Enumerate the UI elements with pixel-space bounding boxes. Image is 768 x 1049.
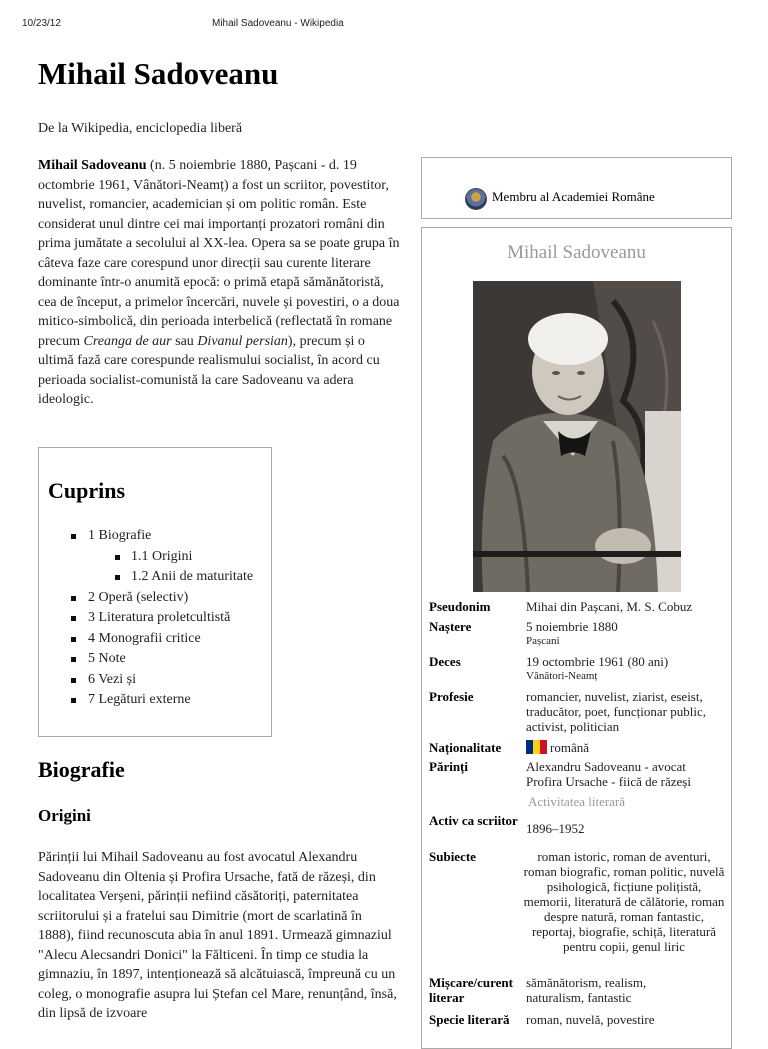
toc-list	[39, 526, 269, 711]
label-miscare: Mișcare/curent literar	[429, 975, 513, 1005]
intro-link-creanga[interactable]: Creanga de aur	[83, 333, 172, 349]
bullet-icon	[71, 596, 76, 601]
intro-subject: Mihail Sadoveanu	[38, 158, 147, 173]
label-pseudonim: Pseudonim	[429, 599, 491, 614]
parinte-mama: Profira Ursache - fiică de răzeși	[526, 774, 691, 789]
tagline: De la Wikipedia, enciclopedia liberă	[38, 121, 243, 136]
academy-link[interactable]: Membru al Academiei Române	[492, 189, 655, 204]
label-nastere: Naștere	[429, 619, 472, 634]
deces-place[interactable]: Vânători-Neamț	[526, 670, 598, 682]
toc-item[interactable]	[39, 649, 269, 670]
print-date: 10/23/12	[22, 18, 61, 29]
intro-text-2: sau	[171, 333, 198, 349]
origini-paragraph: Părinții lui Mihail Sadoveanu au fost avocatul Alexandru Sadoveanu din Oltenia și Profira Ursache, fată de răzeși, din localitatea Verșeni, părinții nefiind căsătoriți, paternitatea scriitorului și a fratelui sau Dimitrie (mort de scarlatină în 1888), fiind recunoscuta abia în anul 1891. Urmează gimnaziul "Alecu Alecsandri Donici" la Fălticeni. În timp ce studia la gimnaziu, în 1897, intenționează să alcătuiască, împreună cu un coleg, o monografie asupra lui Ștefan cel Mare, renunțând, însă, din lipsă de izvoare	[38, 850, 397, 1021]
label-specie: Specie literară	[429, 1012, 510, 1027]
page-title: Mihail Sadoveanu	[38, 56, 279, 91]
label-deces: Deces	[429, 654, 461, 669]
table-of-contents	[38, 447, 272, 737]
parinte-tata: Alexandru Sadoveanu - avocat	[526, 759, 686, 774]
academy-seal-icon	[465, 188, 487, 210]
toc-item-label[interactable]: 1.1 Origini	[131, 548, 193, 564]
toc-title: Cuprins	[48, 478, 126, 503]
print-header	[0, 18, 768, 32]
bullet-icon	[71, 678, 76, 683]
toc-item-label[interactable]: 1.2 Anii de maturitate	[131, 569, 254, 584]
label-parinti: Părinți	[429, 759, 468, 774]
nastere-place[interactable]: Pașcani	[526, 635, 560, 647]
section-heading-biografie: Biografie	[38, 757, 125, 782]
print-title: Mihail Sadoveanu - Wikipedia	[212, 18, 344, 29]
value-parinti	[526, 759, 726, 789]
toc-item-label[interactable]: 1 Biografie	[88, 528, 152, 543]
value-pseudonim: Mihai din Pașcani, M. S. Cobuz	[526, 599, 693, 614]
value-deces	[526, 654, 726, 683]
bullet-icon	[115, 555, 120, 560]
toc-item-label[interactable]: 2 Operă (selectiv)	[88, 589, 189, 605]
value-nastere	[526, 619, 726, 648]
intro-paragraph	[38, 156, 404, 410]
intro-text-3: ), precum și o ultimă fază care corespunde realismului socialist, în acord cu perioada socialist-comunistă la care Sadoveanu va adera ideologic.	[38, 333, 380, 407]
infobox	[421, 227, 732, 1049]
value-nationalitate	[526, 740, 726, 755]
infobox-title: Mihail Sadoveanu	[507, 242, 646, 263]
label-nationalitate: Naționalitate	[429, 740, 502, 755]
toc-item[interactable]	[39, 567, 269, 588]
toc-item-label[interactable]: 3 Literatura proletcultistă	[88, 610, 231, 625]
value-profesie: romancier, nuvelist, ziarist, eseist, traducător, poet, funcționar public, activist, politician	[526, 689, 706, 734]
label-profesie: Profesie	[429, 689, 474, 704]
toc-item-label[interactable]: 5 Note	[88, 651, 126, 666]
value-specie: roman, nuvelă, povestire	[526, 1012, 655, 1027]
bullet-icon	[71, 698, 76, 703]
academy-box	[421, 157, 732, 219]
toc-item[interactable]	[39, 588, 269, 609]
toc-item-label[interactable]: 4 Monografii critice	[88, 630, 201, 646]
bullet-icon	[71, 657, 76, 662]
nationalitate-text[interactable]: română	[550, 740, 589, 755]
intro-text-1: (n. 5 noiembrie 1880, Pașcani - d. 19 octombrie 1961, Vânători-Neamț) a fost un scriitor, povestitor, nuvelist, romancier, academician și om politic român. Este considerat unul dintre cei mai importanți prozatori români din prima jumătate a secolului al XX-lea. Opera sa se poate grupa în câteva faze care corespund unor direcții sau curente literare dominante într-o anumită epocă: o primă etapă sămănătoristă, cea de început, a primelor încercări, nuvele și povestiri, o a doua mitico-simbolică, din perioada interbelică (reflectată în romane precum	[38, 158, 400, 349]
bullet-icon	[71, 616, 76, 621]
toc-item[interactable]	[39, 526, 269, 547]
toc-item[interactable]	[39, 670, 269, 691]
subsection-heading-origini: Origini	[38, 806, 91, 825]
bullet-icon	[71, 534, 76, 539]
section-activitate-literara: Activitatea literară	[527, 794, 626, 809]
value-miscare: sămănătorism, realism, naturalism, fantastic	[526, 975, 647, 1005]
deces-date[interactable]: 19 octombrie 1961 (80 ani)	[526, 654, 669, 669]
intro-link-divanul[interactable]: Divanul persian	[197, 333, 288, 349]
bullet-icon	[115, 575, 120, 580]
label-subiecte: Subiecte	[429, 849, 476, 864]
toc-item[interactable]	[39, 608, 269, 629]
toc-item[interactable]	[39, 690, 269, 711]
portrait-image	[473, 281, 681, 592]
portrait-photo	[473, 281, 681, 592]
value-activ: 1896–1952	[526, 821, 585, 836]
bullet-icon	[71, 637, 76, 642]
toc-item[interactable]	[39, 547, 269, 568]
romania-flag-icon	[526, 740, 547, 754]
value-subiecte: roman istoric, roman de aventuri, roman biografic, roman politic, nuvelă psihologică, ficțiune polițistă, memorii, literatură de călătorie, roman despre natură, roman fantastic, reportaj, biografie, schiță, literatură pentru copii, genul liric	[523, 849, 725, 954]
label-activ: Activ ca scriitor	[429, 813, 518, 828]
nastere-date[interactable]: 5 noiembrie 1880	[526, 619, 618, 634]
toc-item[interactable]	[39, 629, 269, 650]
toc-item-label[interactable]: 7 Legături externe	[88, 692, 191, 707]
toc-item-label[interactable]: 6 Vezi și	[88, 671, 136, 687]
